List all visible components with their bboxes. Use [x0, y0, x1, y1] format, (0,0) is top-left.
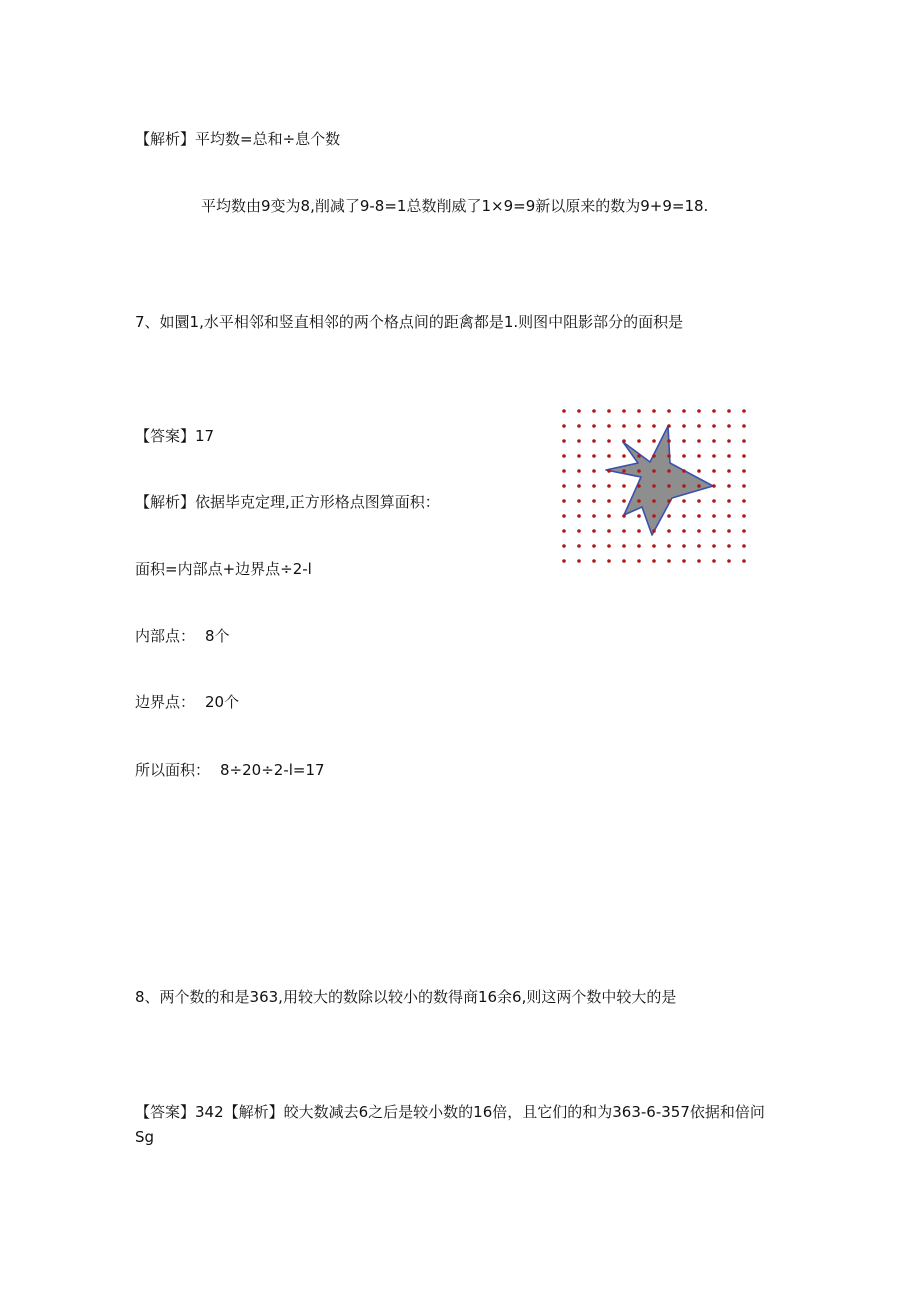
lattice-point	[592, 499, 596, 503]
lattice-point	[562, 424, 566, 428]
lattice-point	[667, 499, 671, 503]
lattice-point	[622, 559, 626, 563]
lattice-point	[607, 499, 611, 503]
lattice-point	[637, 529, 641, 533]
lattice-point	[727, 484, 731, 488]
q8-answer-line1: 【答案】342【解析】皎大数减去6之后是较小数的16倍，且它们的和为363-6-357依据和倍问	[135, 1103, 765, 1121]
q6-analysis-line2: 平均数由9变为8,削减了9-8=1总数削威了1×9=9新以原来的数为9+9=18.	[201, 197, 709, 215]
lattice-point	[592, 544, 596, 548]
lattice-point	[697, 514, 701, 518]
lattice-point	[682, 439, 686, 443]
q7-question: 7、如圜1,水平相邻和竖直相邻的两个格点间的距禽都是1.则图中阻影部分的面积是	[135, 313, 684, 331]
lattice-point	[742, 439, 746, 443]
lattice-point	[697, 409, 701, 413]
lattice-point	[682, 409, 686, 413]
shaded-star-polygon	[606, 426, 713, 535]
lattice-point	[712, 544, 716, 548]
lattice-point	[712, 454, 716, 458]
lattice-point	[592, 454, 596, 458]
q7-formula: 面积=内部点+边界点÷2-l	[135, 560, 312, 578]
lattice-point	[742, 559, 746, 563]
lattice-point	[697, 499, 701, 503]
lattice-point	[712, 514, 716, 518]
q7-result	[135, 760, 325, 780]
lattice-point	[682, 484, 686, 488]
lattice-point	[562, 544, 566, 548]
lattice-point	[667, 529, 671, 533]
lattice-point	[667, 559, 671, 563]
lattice-point	[712, 409, 716, 413]
lattice-point	[652, 424, 656, 428]
lattice-point	[667, 409, 671, 413]
lattice-point	[637, 439, 641, 443]
lattice-point	[607, 484, 611, 488]
lattice-point	[652, 439, 656, 443]
lattice-point	[577, 514, 581, 518]
q8-answer-line2: Sg	[135, 1128, 155, 1146]
lattice-point	[622, 514, 626, 518]
q8-question: 8、两个数的和是363,用较大的数除以较小的数得商16余6,则这两个数中较大的是	[135, 988, 677, 1006]
lattice-point	[622, 544, 626, 548]
lattice-point	[727, 559, 731, 563]
lattice-point	[622, 439, 626, 443]
lattice-point	[637, 559, 641, 563]
lattice-point	[682, 424, 686, 428]
lattice-point	[652, 544, 656, 548]
lattice-point	[622, 424, 626, 428]
lattice-point	[727, 454, 731, 458]
lattice-point	[682, 544, 686, 548]
lattice-point	[592, 424, 596, 428]
lattice-point	[682, 499, 686, 503]
lattice-point	[562, 409, 566, 413]
average-definition: 平均数=总和÷息个数	[195, 130, 341, 148]
lattice-point	[562, 439, 566, 443]
lattice-point	[562, 529, 566, 533]
lattice-point	[742, 529, 746, 533]
lattice-point	[637, 499, 641, 503]
lattice-point	[607, 469, 611, 473]
lattice-point	[607, 409, 611, 413]
lattice-point	[562, 454, 566, 458]
lattice-point	[562, 514, 566, 518]
lattice-point	[712, 559, 716, 563]
lattice-point	[727, 544, 731, 548]
lattice-point	[727, 529, 731, 533]
lattice-point	[607, 454, 611, 458]
lattice-point	[742, 424, 746, 428]
lattice-point	[682, 454, 686, 458]
lattice-point	[637, 484, 641, 488]
lattice-point	[607, 424, 611, 428]
lattice-point	[592, 514, 596, 518]
interior-value: 8个	[205, 627, 230, 645]
lattice-point	[742, 469, 746, 473]
lattice-point	[682, 559, 686, 563]
lattice-point	[652, 529, 656, 533]
lattice-point	[562, 559, 566, 563]
lattice-star-figure	[556, 403, 754, 568]
lattice-point	[577, 424, 581, 428]
lattice-point	[667, 484, 671, 488]
lattice-point	[607, 544, 611, 548]
lattice-point	[667, 439, 671, 443]
lattice-point	[697, 529, 701, 533]
lattice-point	[577, 454, 581, 458]
lattice-point	[577, 544, 581, 548]
lattice-point	[577, 409, 581, 413]
lattice-point	[577, 439, 581, 443]
lattice-point	[712, 424, 716, 428]
lattice-point	[697, 439, 701, 443]
lattice-point	[667, 469, 671, 473]
boundary-value: 20个	[205, 693, 240, 711]
lattice-point	[562, 469, 566, 473]
lattice-point	[667, 454, 671, 458]
lattice-point	[727, 439, 731, 443]
lattice-point	[637, 424, 641, 428]
lattice-point	[697, 469, 701, 473]
lattice-point	[712, 529, 716, 533]
lattice-point	[667, 544, 671, 548]
lattice-point	[727, 499, 731, 503]
lattice-point	[727, 469, 731, 473]
lattice-point	[637, 514, 641, 518]
lattice-point	[742, 499, 746, 503]
lattice-point	[652, 514, 656, 518]
lattice-point	[727, 424, 731, 428]
lattice-point	[622, 484, 626, 488]
lattice-point	[592, 469, 596, 473]
lattice-point	[652, 559, 656, 563]
lattice-point	[697, 454, 701, 458]
interior-label: 内部点：	[135, 627, 196, 645]
lattice-point	[682, 529, 686, 533]
lattice-point	[622, 454, 626, 458]
lattice-point	[577, 559, 581, 563]
lattice-point	[712, 499, 716, 503]
lattice-point	[622, 409, 626, 413]
q7-interior-points	[135, 626, 230, 646]
lattice-point	[592, 559, 596, 563]
q7-analysis: 【解析】依据毕克定理,正方形格点图算面积：	[135, 493, 440, 511]
lattice-point	[652, 409, 656, 413]
lattice-point	[712, 484, 716, 488]
lattice-point	[592, 529, 596, 533]
lattice-point	[637, 469, 641, 473]
lattice-point	[652, 499, 656, 503]
lattice-point	[712, 469, 716, 473]
lattice-point	[637, 454, 641, 458]
lattice-point	[667, 424, 671, 428]
q6-analysis-line1	[135, 129, 340, 149]
result-value: 8÷20÷2-l=17	[220, 761, 325, 779]
lattice-point	[577, 499, 581, 503]
lattice-point	[667, 514, 671, 518]
lattice-point	[637, 544, 641, 548]
lattice-point	[577, 529, 581, 533]
boundary-label: 边界点：	[135, 693, 196, 711]
lattice-point	[697, 424, 701, 428]
lattice-point	[652, 454, 656, 458]
q7-answer: 【答案】17	[135, 427, 215, 445]
lattice-point	[742, 544, 746, 548]
q7-boundary-points	[135, 692, 239, 712]
lattice-point	[742, 409, 746, 413]
lattice-point	[682, 469, 686, 473]
lattice-point	[562, 484, 566, 488]
lattice-point	[742, 454, 746, 458]
lattice-point	[697, 544, 701, 548]
lattice-point	[607, 559, 611, 563]
lattice-point	[562, 499, 566, 503]
analysis-label: 【解析】	[135, 130, 196, 148]
lattice-point	[682, 514, 686, 518]
result-label: 所以面积：	[135, 761, 211, 779]
lattice-point	[592, 439, 596, 443]
lattice-point	[727, 514, 731, 518]
lattice-point	[637, 409, 641, 413]
lattice-point	[592, 484, 596, 488]
lattice-point	[607, 439, 611, 443]
lattice-point	[697, 484, 701, 488]
lattice-point	[592, 409, 596, 413]
lattice-point	[727, 409, 731, 413]
lattice-point	[622, 499, 626, 503]
lattice-point	[652, 469, 656, 473]
lattice-point	[712, 439, 716, 443]
lattice-point	[652, 484, 656, 488]
lattice-point	[577, 469, 581, 473]
lattice-point	[622, 469, 626, 473]
lattice-point	[607, 529, 611, 533]
lattice-point	[607, 514, 611, 518]
lattice-point	[742, 484, 746, 488]
lattice-point	[622, 529, 626, 533]
lattice-point	[577, 484, 581, 488]
lattice-points	[562, 409, 746, 563]
lattice-point	[697, 559, 701, 563]
lattice-point	[742, 514, 746, 518]
